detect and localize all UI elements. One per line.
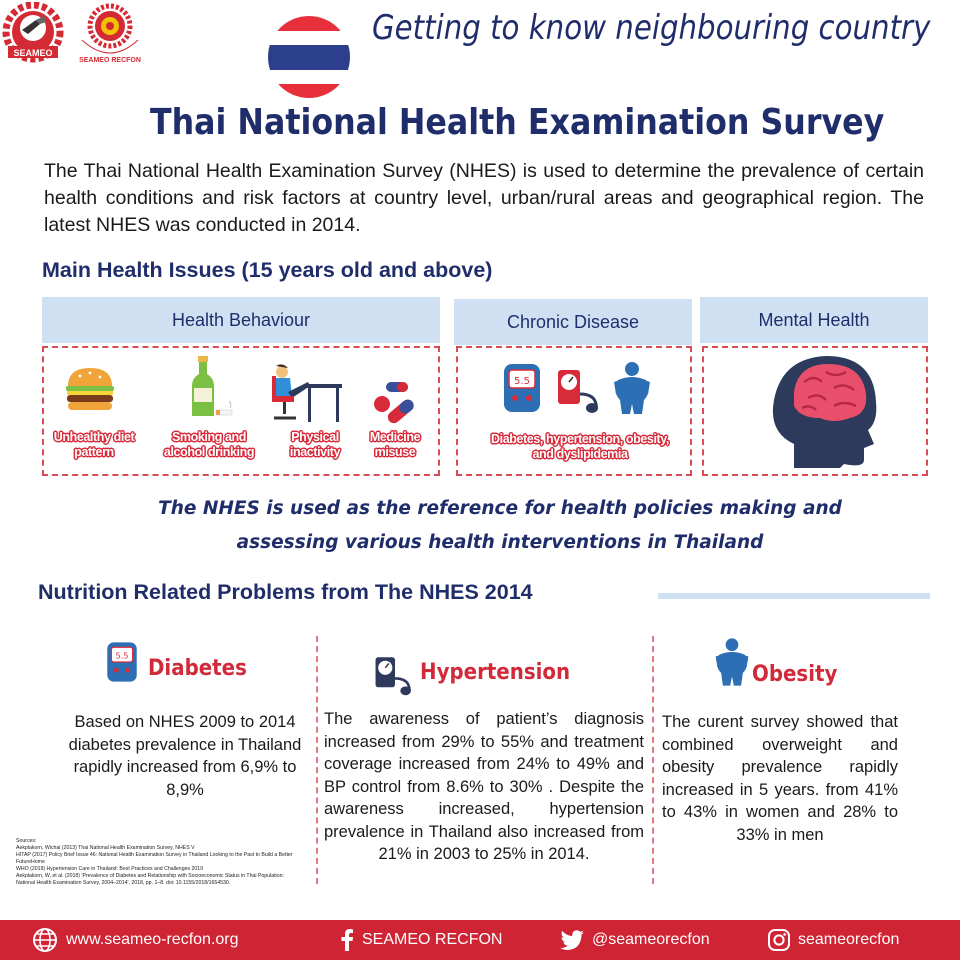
thailand-flag-icon <box>268 16 350 98</box>
label-unhealthy-diet: Unhealthy diet pattern <box>53 430 135 459</box>
subtitle: Getting to know neighbouring country <box>372 8 931 48</box>
svg-text:SEAMEO: SEAMEO <box>13 48 53 58</box>
column-divider <box>652 636 654 884</box>
obesity-title: Obesity <box>752 662 838 687</box>
pills-icon <box>372 380 418 426</box>
facebook-icon <box>340 929 354 951</box>
seameo-logo <box>0 2 66 64</box>
burger-icon <box>64 366 116 412</box>
seameo-recfon-logo <box>72 0 148 66</box>
instagram-icon <box>768 929 790 951</box>
bottle-cigarette-icon <box>186 354 236 420</box>
page-title: Thai National Health Examination Survey <box>150 102 885 143</box>
head-brain-icon <box>764 352 882 470</box>
hypertension-title: Hypertension <box>420 660 571 685</box>
hypertension-text: The awareness of patient’s diagnosis increased from 29% to 55% and treatment coverage increased from 24% to 49% and BP control from 8.6% to 30% . Despite the awareness increased, hypertension prevalence in Thailand also increased from 21% in 2003 to 25% in 2014. <box>324 710 644 863</box>
source-item: HITAP (2017) Policy Brief Issue 46: National Health Examination Survey in Thailand Looking to the Past to Build a Better FutureHome <box>16 852 293 865</box>
category-mental-health: Mental Health <box>700 297 928 343</box>
logos <box>0 0 150 66</box>
twitter-link[interactable] <box>560 920 710 960</box>
website-text: www.seameo-recfon.org <box>66 931 239 948</box>
heading-rule <box>658 593 930 599</box>
footer <box>0 920 960 960</box>
label-physical-inactivity: Physical inactivity <box>289 430 341 459</box>
obesity-text: The curent survey showed that combined overweight and obesity prevalence rapidly increased in 5 years. from 41% to 43% in women and 28% to 33% in men <box>662 713 898 844</box>
person-resting-icon <box>268 362 344 424</box>
facebook-text: SEAMEO RECFON <box>362 931 503 948</box>
label-chronic-diseases: Diabetes, hypertension, obesity, and dyslipidemia <box>491 432 669 461</box>
source-item: Aekplakorn, Wichai (2013) Thai National Health Examination Survey, NHES V <box>16 845 195 851</box>
label-smoking-alcohol: Smoking and alcohol drinking <box>163 430 255 459</box>
sources <box>16 838 298 887</box>
svg-text:5.5: 5.5 <box>514 376 530 387</box>
instagram-text: seameorecfon <box>798 931 900 948</box>
glucometer-icon <box>500 362 544 414</box>
globe-icon <box>32 927 58 953</box>
twitter-text: @seameorecfon <box>592 931 710 948</box>
reference-statement: The NHES is used as the reference for health policies making and assessing various health interventions in Thailand <box>158 498 842 553</box>
website-link[interactable] <box>32 920 239 960</box>
diabetes-text: Based on NHES 2009 to 2014 diabetes prevalence in Thailand rapidly increased from 6,9% to 8,9% <box>68 713 302 799</box>
column-divider <box>316 636 318 884</box>
label-medicine-misuse: Medicine misuse <box>369 430 421 459</box>
nutrition-heading: Nutrition Related Problems from The NHES 2014 <box>38 580 533 604</box>
obese-person-icon <box>610 360 654 416</box>
intro-paragraph: The Thai National Health Examination Survey (NHES) is used to determine the prevalence of certain health conditions and risk factors at country level, urban/rural areas and geographical region. The latest NHES was conducted in 2014. <box>44 160 924 236</box>
instagram-link[interactable] <box>768 920 899 960</box>
glucometer-icon <box>104 638 140 686</box>
source-item: Aekplakorn, W, et al. (2018) 'Prevalence of Diabetes and Relationship with Socioeconomic Status in Thai Population: National Health Examination Survey, 2004–2014', 2018, pp. 1–8. doi: 10.1155/2018/1654530. <box>16 873 284 886</box>
svg-text:SEAMEO RECFON: SEAMEO RECFON <box>79 57 141 64</box>
category-health-behaviour: Health Behaviour <box>42 297 440 343</box>
blood-pressure-icon <box>372 650 418 698</box>
obese-person-icon <box>712 636 752 688</box>
blood-pressure-icon <box>554 364 606 414</box>
category-chronic-disease: Chronic Disease <box>454 299 692 345</box>
svg-text:5.5: 5.5 <box>115 650 129 661</box>
source-item: WHO (2019) Hypertension Care in Thailand: Best Practices and Challenges 2019 <box>16 866 204 872</box>
facebook-link[interactable] <box>340 920 502 960</box>
twitter-icon <box>560 930 584 950</box>
sources-label: Sources: <box>16 838 37 844</box>
diabetes-title: Diabetes <box>148 656 247 681</box>
main-issues-heading: Main Health Issues (15 years old and above) <box>42 258 493 282</box>
